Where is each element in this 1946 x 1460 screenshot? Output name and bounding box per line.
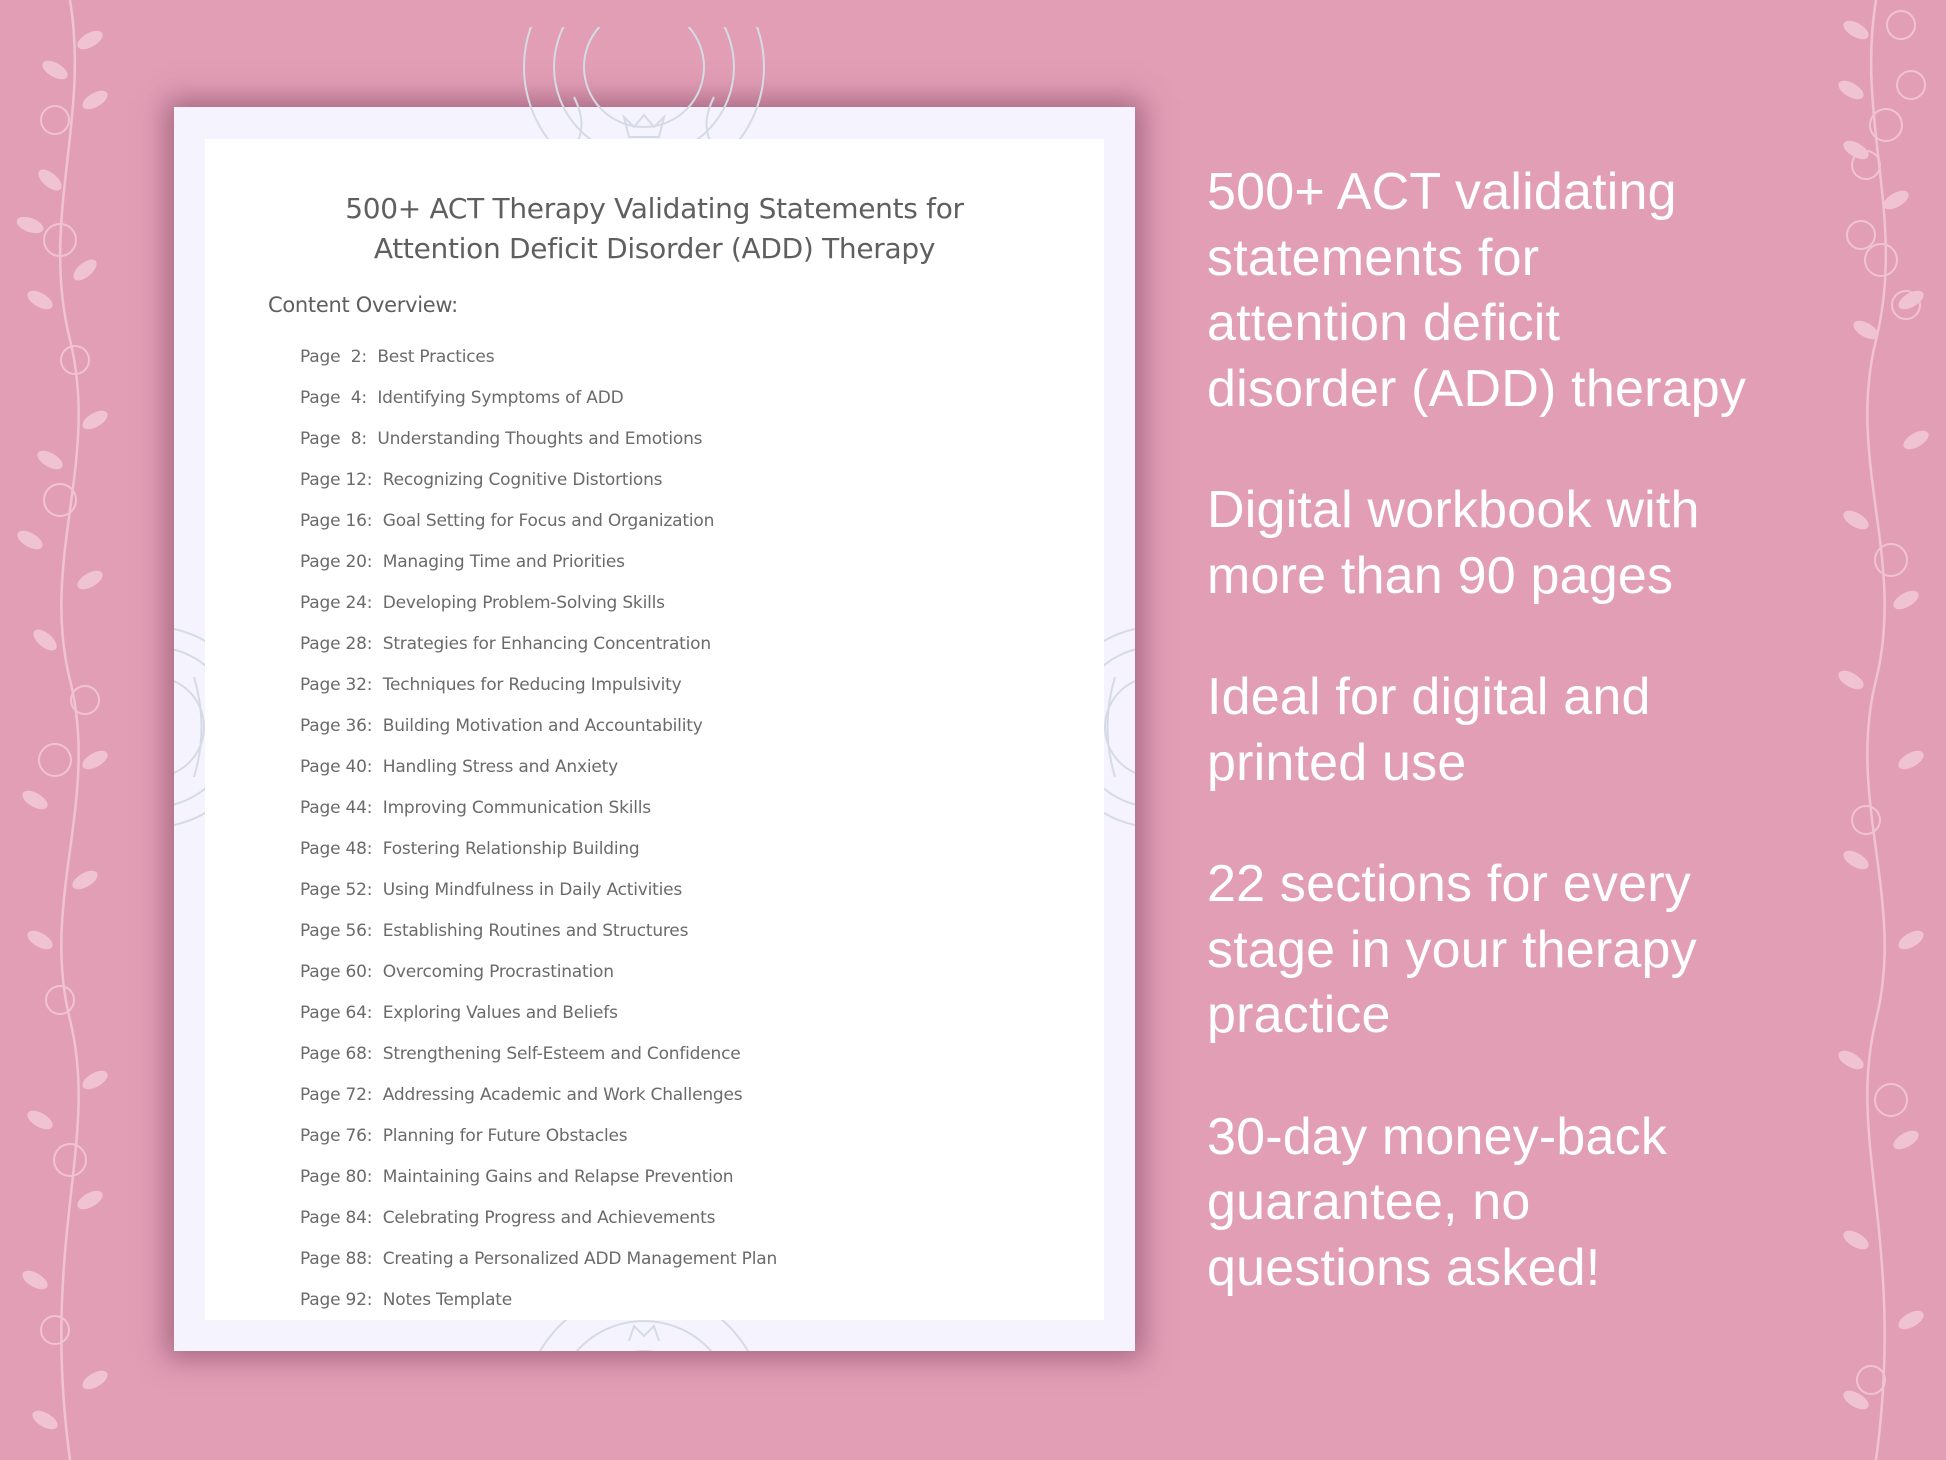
toc-item: Page 80: Maintaining Gains and Relapse Prevention — [300, 1167, 734, 1187]
toc-item: Page 36: Building Motivation and Accountability — [300, 716, 703, 736]
toc-item: Page 16: Goal Setting for Focus and Organization — [300, 511, 715, 531]
floral-vine-left-icon — [0, 0, 150, 1460]
toc-item: Page 64: Exploring Values and Beliefs — [300, 1003, 618, 1023]
toc-item: Page 60: Overcoming Procrastination — [300, 962, 614, 982]
toc-item: Page 76: Planning for Future Obstacles — [300, 1126, 628, 1146]
toc-item: Page 4: Identifying Symptoms of ADD — [300, 388, 624, 408]
document-title-line1: 500+ ACT Therapy Validating Statements for — [345, 192, 964, 225]
toc-item: Page 2: Best Practices — [300, 347, 495, 367]
toc-item: Page 56: Establishing Routines and Structures — [300, 921, 689, 941]
toc-item: Page 68: Strengthening Self-Esteem and Confidence — [300, 1044, 741, 1064]
feature-digital-print: Ideal for digital and printed use — [1207, 668, 1651, 792]
toc-item: Page 32: Techniques for Reducing Impulsivity — [300, 675, 682, 695]
feature-page-count: Digital workbook with more than 90 pages — [1207, 481, 1700, 605]
toc-item: Page 92: Notes Template — [300, 1290, 513, 1310]
toc-item: Page 72: Addressing Academic and Work Challenges — [300, 1085, 743, 1105]
toc-item: Page 44: Improving Communication Skills — [300, 798, 651, 818]
feature-guarantee: 30-day money-back guarantee, no questions asked! — [1207, 1107, 1668, 1297]
document-title-line2: Attention Deficit Disorder (ADD) Therapy — [373, 232, 936, 265]
toc-item: Page 48: Fostering Relationship Building — [300, 839, 640, 859]
feature-list — [1207, 160, 1907, 1357]
toc-item: Page 84: Celebrating Progress and Achievements — [300, 1208, 716, 1228]
toc-item: Page 88: Creating a Personalized ADD Management Plan — [300, 1249, 778, 1269]
toc-item: Page 28: Strategies for Enhancing Concentration — [300, 634, 711, 654]
toc-item: Page 52: Using Mindfulness in Daily Activities — [300, 880, 683, 900]
toc-item: Page 24: Developing Problem-Solving Skills — [300, 593, 665, 613]
table-of-contents — [300, 347, 777, 1331]
toc-item: Page 40: Handling Stress and Anxiety — [300, 757, 618, 777]
feature-validating-statements: 500+ ACT validating statements for attention deficit disorder (ADD) therapy — [1207, 163, 1747, 418]
document-page-preview — [174, 107, 1135, 1351]
toc-item: Page 12: Recognizing Cognitive Distortions — [300, 470, 663, 490]
content-overview-label: Content Overview: — [268, 293, 458, 317]
mandala-top-icon — [484, 27, 804, 147]
document-title — [205, 189, 1104, 269]
toc-item: Page 20: Managing Time and Priorities — [300, 552, 625, 572]
page-content-area — [205, 139, 1104, 1320]
toc-item: Page 8: Understanding Thoughts and Emotions — [300, 429, 703, 449]
feature-sections: 22 sections for every stage in your therapy practice — [1207, 855, 1697, 1044]
